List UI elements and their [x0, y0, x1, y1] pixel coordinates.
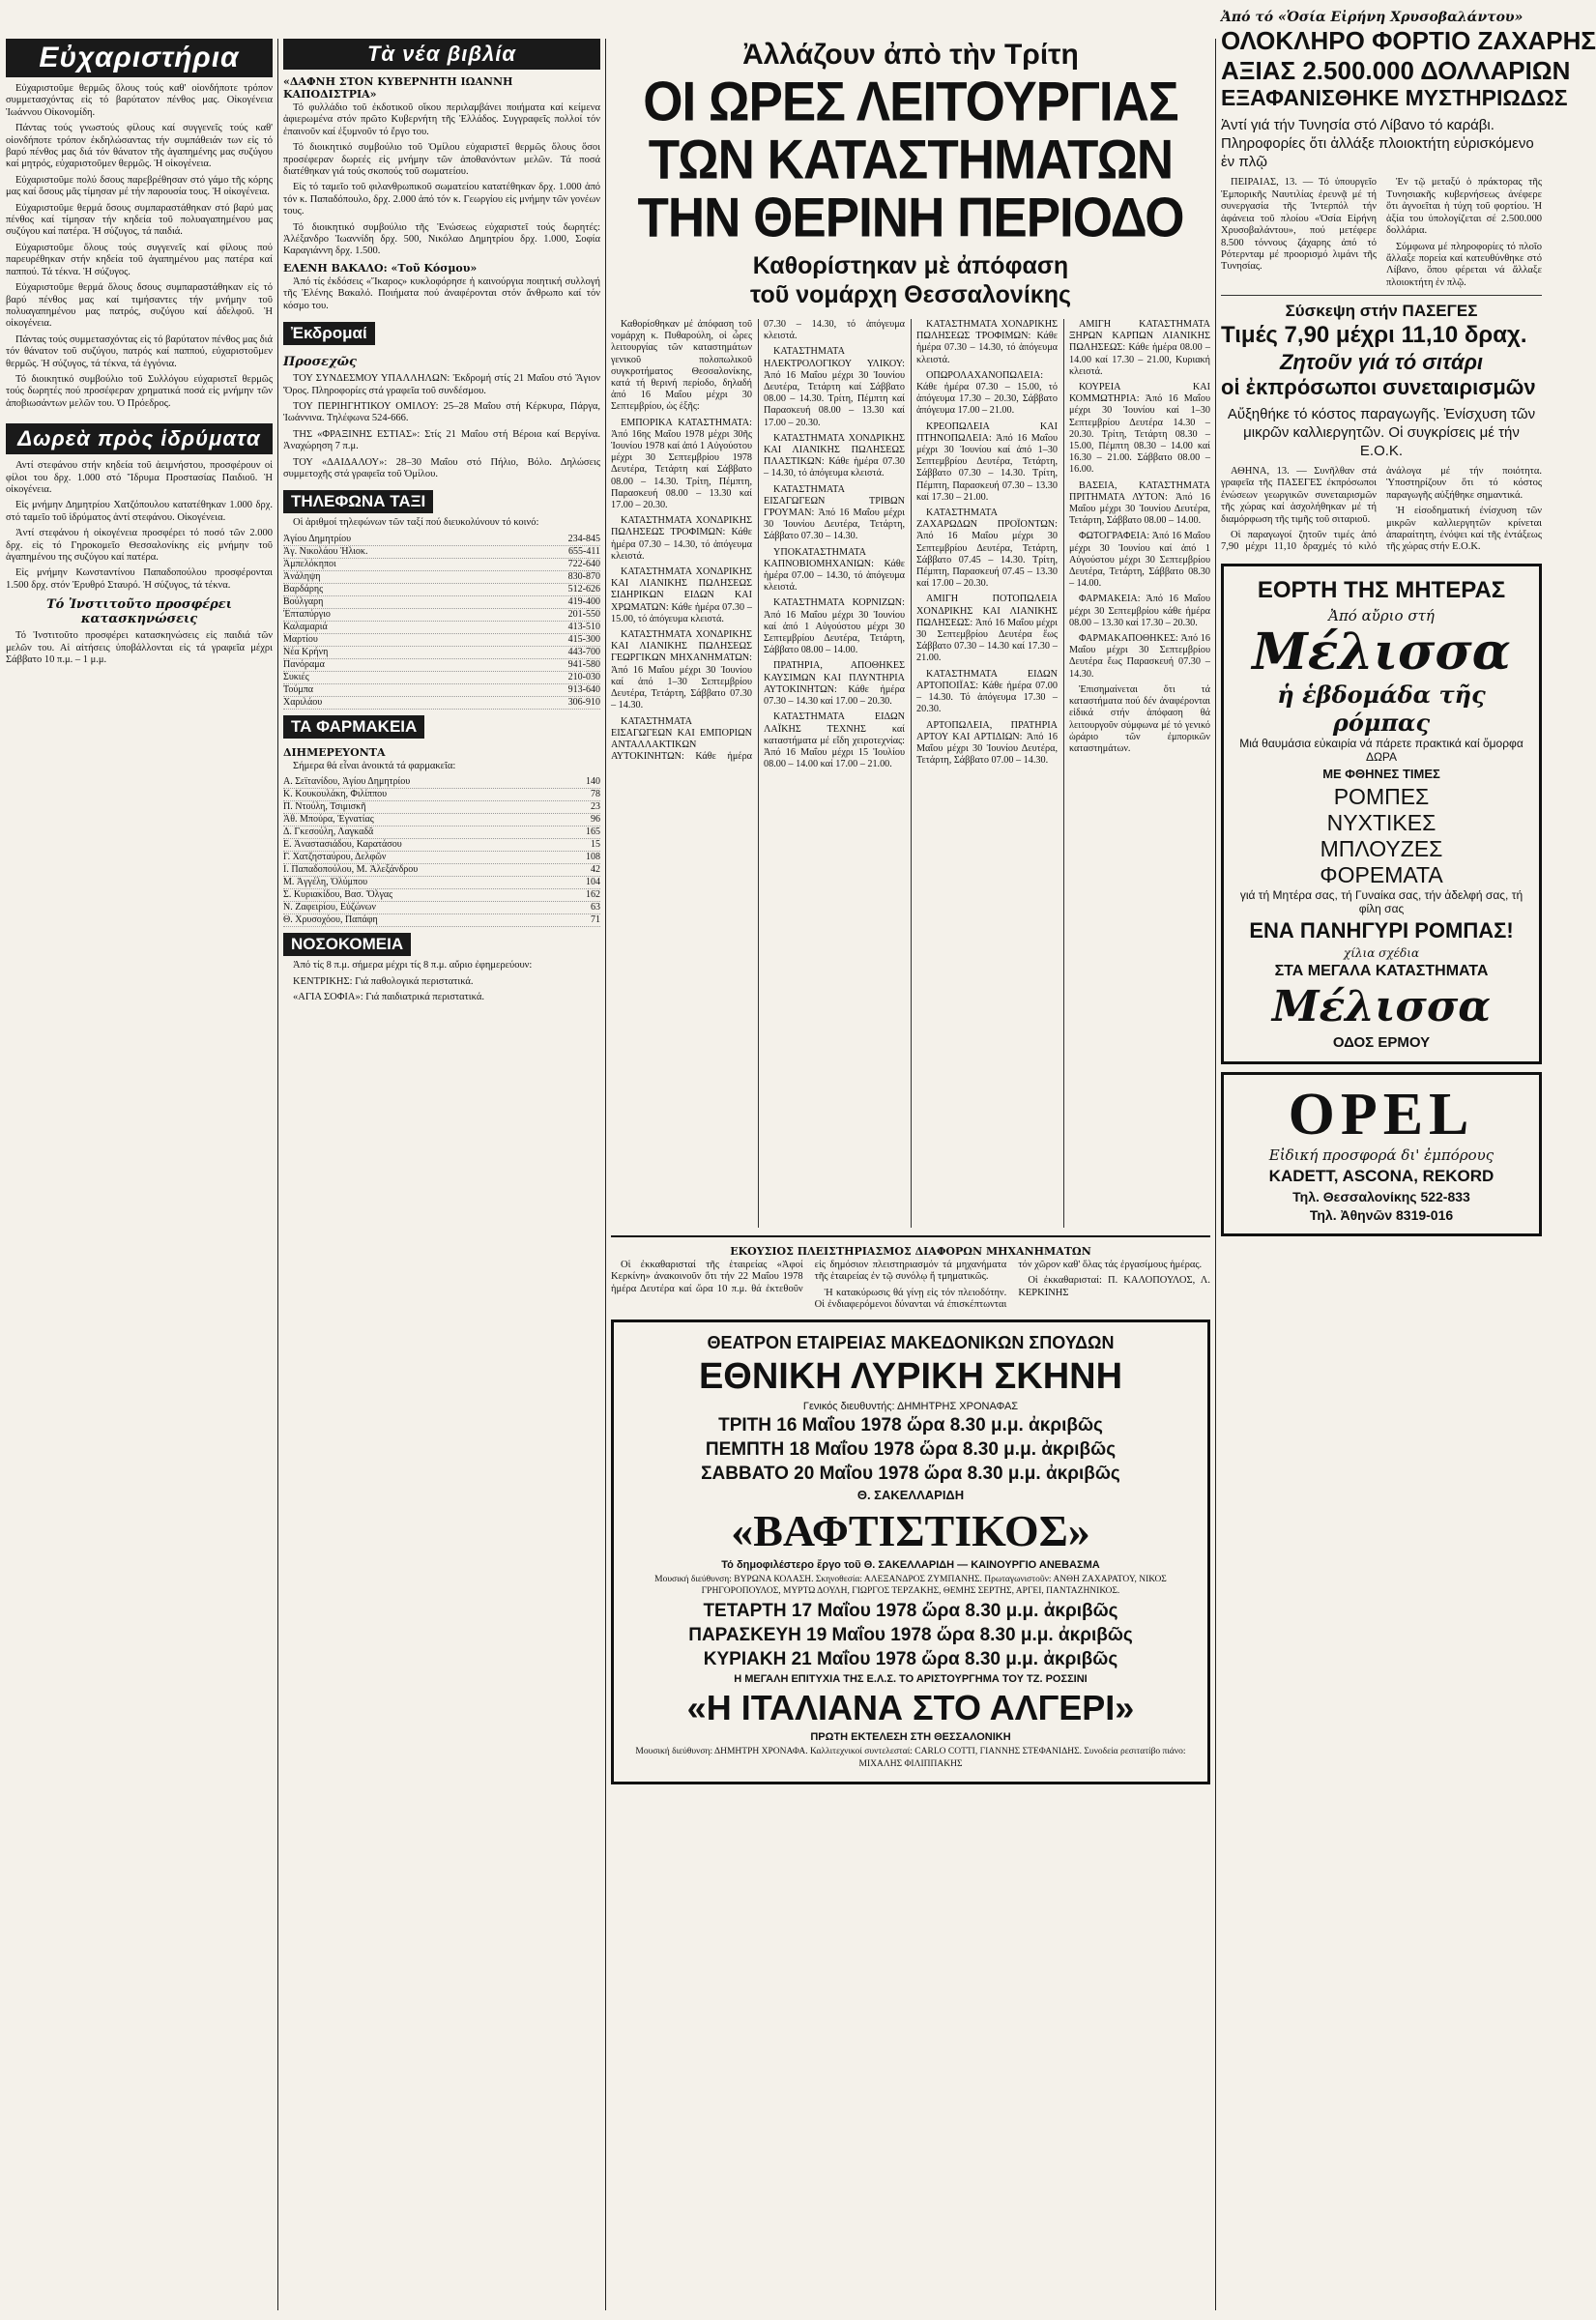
ad-week: ἡ ἑβδομάδα τῆς ρόμπας [1277, 680, 1486, 737]
pharmacy-number: 162 [586, 889, 600, 901]
taxi-intro: Οἱ ἀριθμοί τηλεφώνων τῶν ταξί πού διευκολύνουν τό κοινό: [293, 517, 539, 529]
main-article-paragraph: ΕΜΠΟΡΙΚΑ ΚΑΤΑΣΤΗΜΑΤΑ: Ἀπό 16ης Μαΐου 1978 μέχρι 30ῆς Ἰουνίου 1978 καί ἀπό 1 Αὐγούστου μέχρι 30 Σεπτεμβρίου 1978 Δευτέρα, Τετάρτη καί Σάββατο 08.00 – 14.30. Τρίτη, Πέμπτη, Παρασκευή 08.00 – 13.30 καί 17.00 – 20.30. [611, 417, 755, 511]
show-date: ΣΑΒΒΑΤΟ 20 Μαΐου 1978 ὥρα 8.30 μ.μ. ἀκριβῶς [701, 1463, 1120, 1484]
book-title: «ΔΑΦΝΗ ΣΤΟΝ ΚΥΒΕΡΝΗΤΗ ΙΩΑΝΝΗ ΚΑΠΟΔΙΣΤΡΙΑ» [283, 75, 513, 101]
opel-text: Εἰδική προσφορά δι' ἐμπόρους [1268, 1146, 1494, 1164]
paragraph: Εὐχαριστοῦμε πολύ δσους παρεβρέθησαν στό γάμο τῆς κόρης μας καί ὅσους μᾶς τίμησαν μέ τήν παρουσία τους. Ἡ οἰκογένεια. [6, 174, 276, 198]
pharmacy-number: 71 [591, 914, 600, 926]
taxi-station-name: Πανόραμα [283, 658, 325, 670]
paragraph: Ἡ κατακύρωσις θά γίνῃ εἰς τόν πλειοδότην. Οἱ ἐνδιαφερόμενοι δύνανται νά ἐπισκέπτωνται τόν χῶρον καθ' ὅλας τάς ἐργασίμους ἡμέρας. [814, 1260, 1203, 1311]
taxi-phone-row [283, 684, 600, 697]
taxi-station-name: Χαριλάου [283, 696, 323, 708]
theatre-director: Γενικός διευθυντής: ΔΗΜΗΤΡΗΣ ΧΡΟΝΑΦΑΣ [802, 1400, 1019, 1412]
pharmacy-number: 165 [586, 826, 600, 838]
main-article-paragraph: ΑΡΤΟΠΩΛΕΙΑ, ΠΡΑΤΗΡΙΑ ΑΡΤΟΥ ΚΑΙ ΑΡΤΙΔΙΩΝ: Ἀπό 16 Μαΐου μέχρι 30 Ἰουνίου Δευτέρα, Τετάρτη, Σάββατο 07.00 – 14.30. [916, 719, 1060, 767]
auction-article [611, 1260, 1213, 1312]
taxi-station-name: Καλαμαριά [283, 621, 328, 632]
paragraph: Τό Ἰνστιτοῦτο προσφέρει κατασκηνώσεις εἰς παιδιά τῶν μελῶν του. Αἱ αἰτήσεις ὑποβάλλονται εἰς τά γραφεῖα μέχρι Σάββατο 10 π.μ. – 1 μ.μ. [6, 630, 276, 666]
pharmacy-name: Ν. Ζαφειρίου, Εὐζώνων [283, 902, 376, 914]
paragraph: Εἰς μνήμην Κωνσταντίνου Παπαδοπούλου προσφέρονται 1.500 δρχ. στόν Ἐρυθρό Σταυρό. Ἡ σύζυγος, τά τέκνα. [6, 567, 276, 591]
main-article-paragraph: ΚΑΤΑΣΤΗΜΑΤΑ ΧΟΝΔΡΙΚΗΣ ΚΑΙ ΛΙΑΝΙΚΗΣ ΠΩΛΗΣΕΩΣ ΠΛΑΣΤΙΚΩΝ: Κάθε ἡμέρα 07.30 – 14.30, τό ἀπόγευμα κλειστά. [764, 432, 908, 479]
pharmacy-number: 108 [586, 852, 600, 863]
pharmacy-number: 104 [586, 877, 600, 888]
pharmacy-row [283, 889, 600, 902]
opera2-title: «Η ΙΤΑΛΙΑΝΑ ΣΤΟ ΑΛΓΕΡΙ» [686, 1688, 1135, 1728]
pharmacy-row [283, 826, 600, 839]
paragraph: Ἀπό τίς ἐκδόσεις «Ἴκαρος» κυκλοφόρησε ἡ καινούργια ποιητική συλλογή τῆς Ἑλένης Βακαλό. Ποιήματα πού ἀναφέρονται στόν ἄνθρωπο καί τόν κόσμο του. [283, 276, 603, 311]
main-article-paragraph: Καθορίσθηκαν μέ ἀπόφαση τοῦ νομάρχη κ. Πυθαρούλη, οἱ ὧρες λειτουργίας τῶν καταστημάτων γενικοῦ πολοπωλικοῦ συγκροτήματος Θεσσαλονίκης, κατά τή θερινή περίοδο, δηλαδή ἀπό 16 Μαΐου μέχρι 30 Σεπτεμβρίου, ὡς ἑξῆς: [611, 319, 755, 413]
hospitals-header: ΝΟΣΟΚΟΜΕΙΑ [283, 933, 411, 956]
pharmacy-number: 15 [591, 839, 600, 851]
main-article-paragraph: ΚΡΕΟΠΩΛΕΙΑ ΚΑΙ ΠΤΗΝΟΠΩΛΕΙΑ: Ἀπό 16 Μαΐου μέχρι 30 Ἰουνίου καί ἀπό 1–30 Σεπτεμβρίου Δευτέρα, Τετάρτη, Σάββατο 07.30 – 14.30. Τρίτη, Πέμπτη, Παρασκευή 07.30 – 13.30 καί 17.30 – 21.00. [916, 420, 1060, 503]
taxi-station-name: Βούλγαρη [283, 595, 324, 607]
opera2-credits: Μουσική διεύθυνση: ΔΗΜΗΤΡΗ ΧΡΟΝΑΦΑ. Καλλιτεχνικοί συντελεσταί: CARLO COTTI, ΓΙΑΝΝΗΣ ΣΤΕΦΑΝΙΔΗΣ. Συνοδεία ρεσιτατίβο πιάνο: ΜΙΧΑΛΗΣ ΦΙΛΙΠΠΑΚΗΣ [635, 1747, 1188, 1769]
ad-item: ΡΟΜΠΕΣ [1333, 783, 1430, 809]
ad-text: Μιά θαυμάσια εὐκαιρία νά πάρετε πρακτικά καί ὄμορφα ΔΩΡΑ [1239, 736, 1523, 764]
ad-small: χίλια σχέδια [1343, 945, 1420, 960]
pharmacy-name: Π. Ντούλη, Τσιμισκῆ [283, 801, 366, 813]
paragraph: Πάντας τούς γνωστούς φίλους καί συγγενεῖς τούς καθ' οἱονδήποτε τρόπον ἐκδηλώσαντας τήν συμπάθειάν των εἰς τό βαρύ πένθος μας διά τόν θάνατον τῆς ἀγαπημένης μας συζύγου καί μητρός, εὐχαριστοῦμεν θερμῶς. Ἡ οἰκογένεια. [6, 123, 276, 170]
wheat-sub: Αὔξηθήκε τό κόστος παραγωγῆς. Ἐνίσχυση τῶν μικρῶν καλλιεργητῶν. Οἱ συγκρίσεις μέ τήν Ε.Ο.Κ. [1227, 405, 1536, 459]
taxi-phone-row [283, 647, 600, 659]
taxi-phone-row [283, 609, 600, 622]
main-article-paragraph: ΚΑΤΑΣΤΗΜΑΤΑ ΕΙΔΩΝ ΛΑΪΚΗΣ ΤΕΧΝΗΣ καί καταστήματα μέ εἴδη χειροτεχνίας: Ἀπό 16 Μαΐου μέχρι 15 Ἰουλίου 08.00 – 14.00 καί 17.00 – 21.00. [764, 711, 908, 770]
main-article-paragraph: Ἐπισημαίνεται ὅτι τά καταστήματα πού δέν ἀναφέρονται εἰδικά στήν ἀπόφαση θά λειτουργοῦν σύμφωνα μέ τό γενικό ὡράριο τῶν ἐμπορικῶν καταστημάτων. [1069, 683, 1213, 754]
main-article-paragraph: ΦΩΤΟΓΡΑΦΕΙΑ: Ἀπό 16 Μαΐου μέχρι 30 Ἰουνίου καί ἀπό 1 Αὐγούστου μέχρι 30 Σεπτεμβρίου Δευτέρα, Τετάρτη, Σάββατο 08.30 – 14.00. [1069, 531, 1213, 590]
taxi-phone-number: 941-580 [567, 658, 600, 670]
paragraph: Εὐχαριστοῦμε θερμά ὅσους συμπαραστάθηκαν στό βαρύ μας πένθος καί τίμησαν τήν κηδεία τοῦ πολυαγαπημένου μας συζύγου καί πατέρα. Ἡ σύζυγος, τά παιδιά. [6, 202, 276, 238]
paragraph: Τό διοικητικό συμβούλιο τῆς Ἑνώσεως εὐχαριστεῖ τούς δωρητές: Ἀλέξανδρο Ἰωαννίδη δρχ. 500, Νικόλαο Δημητρίου δρχ. 1.000, Σοφία Καραγιάννη δρχ. 1.500. [283, 221, 603, 257]
taxi-phone-number: 913-640 [567, 683, 600, 695]
main-article-paragraph: ΑΜΙΓΗ ΚΑΤΑΣΤΗΜΑΤΑ ΞΗΡΩΝ ΚΑΡΠΩΝ ΛΙΑΝΙΚΗΣ ΠΩΛΗΣΕΩΣ: Κάθε ἡμέρα 08.00 – 14.00 καί 17.30 – 21.00, Κυριακή κλειστά. [1069, 319, 1213, 377]
paragraph: Αντί στεφάνου στήν κηδεία τοῦ ἀειμνήστου, προσφέρουν οἱ φίλοι του δρχ. 1.000 στό Ἵδρυμα Προστασίας Παιδιοῦ. Ἡ οἰκογένεια. [6, 460, 276, 495]
divider [611, 1235, 1210, 1237]
pharmacy-list [283, 776, 600, 927]
opel-ad [1221, 1072, 1542, 1236]
column-thanks [6, 39, 276, 2312]
taxi-phone-number: 306-910 [567, 696, 600, 708]
main-article-paragraph: ΚΑΤΑΣΤΗΜΑΤΑ ΗΛΕΚΤΡΟΛΟΓΙΚΟΥ ΥΛΙΚΟΥ: Ἀπό 16 Μαΐου μέχρι 30 Ἰουνίου Δευτέρα, Τετάρτη καί Σάββατο 08.00 – 14.30. Τρίτη, Πέμπτη καί Παρασκευή 08.00 – 13.30 καί 17.00 – 20.30. [764, 346, 908, 428]
column-rule [277, 39, 278, 2310]
paragraph: Πάντας τούς συμμετασχόντας εἰς τό βαρύτατον πένθος μας διά τόν θάνατον τοῦ συζύγου, πατρός καί παππού, εὐχαριστοῦμεν θερμῶς. Ἡ σύζυγος, τά τέκνα, τά ἐγγόνια. [6, 334, 276, 369]
thanks-banner: Εὐχαριστήρια [6, 39, 273, 77]
book-title: ΕΛΕΝΗ ΒΑΚΑΛΟ: «Τοῦ Κόσμου» [283, 261, 478, 275]
taxi-phone-row [283, 546, 600, 559]
pharmacy-row [283, 852, 600, 864]
taxi-station-name: Ἀμπελόκηποι [283, 558, 336, 569]
pharmacy-number: 78 [591, 789, 600, 800]
paragraph: Ἀπό τίς 8 π.μ. σήμερα μέχρι τίς 8 π.μ. αὔριο ἐφημερεύουν: [293, 960, 533, 972]
taxi-phone-number: 655-411 [568, 545, 600, 557]
melissa-ad [1221, 564, 1542, 1064]
main-subhead [611, 251, 1210, 309]
pharmacy-row [283, 776, 600, 789]
taxi-phone-row [283, 584, 600, 596]
main-article-paragraph: ΚΑΤΑΣΤΗΜΑΤΑ ΧΟΝΔΡΙΚΗΣ ΚΑΙ ΛΙΑΝΙΚΗΣ ΠΩΛΗΣΕΩΣ ΓΕΩΡΓΙΚΩΝ ΜΗΧΑΝΗΜΑΤΩΝ: Ἀπό 16 Μαΐου μέχρι 30 Ἰουνίου καί ἀπό 1–30 Σεπτεμβρίου Δευτέρα, Τετάρτη, Σάββατο 07.30 – 14.30. [611, 629, 755, 711]
main-article-paragraph: ΚΑΤΑΣΤΗΜΑΤΑ ΧΟΝΔΡΙΚΗΣ ΠΩΛΗΣΕΩΣ ΤΡΟΦΙΜΩΝ: Κάθε ἡμέρα 07.30 – 14.30, τό ἀπόγευμα κλειστά. [916, 319, 1060, 365]
paragraph: Εἰς τό ταμεῖο τοῦ φιλανθρωπικοῦ σωματείου κατατέθηκαν δρχ. 1.000 ἀπό τόν κ. Παπαδόπουλο, δρχ. 2.000 ἀπό τόν κ. Γεωργίου εἰς μνήμην τῶν γονέων τους. [283, 182, 603, 218]
opel-phone: Τηλ. Θεσσαλονίκης 522-833 [1292, 1188, 1470, 1204]
ad-from: Ἀπό αὔριο στή [1328, 606, 1435, 624]
show-date: ΤΕΤΑΡΤΗ 17 Μαΐου 1978 ὥρα 8.30 μ.μ. ἀκριβῶς [703, 1601, 1118, 1622]
ad-stores: ΣΤΑ ΜΕΓΑΛΑ ΚΑΤΑΣΤΗΜΑΤΑ [1274, 962, 1489, 979]
taxi-station-name: Ἀνάληψη [283, 570, 321, 582]
pharmacies-intro: Σήμερα θά εἶναι ἀνοικτά τά φαρμακεῖα: [293, 760, 456, 771]
ad-big: ΕΝΑ ΠΑΝΗΓΥΡΙ ΡΟΜΠΑΣ! [1249, 917, 1514, 942]
paragraph: Εὐχαριστοῦμε θερμά ὅλους δσους συμπαραστάθηκαν εἰς τό βαρύ πένθος μας καί τιμήσαντες τήν μνήμην τοῦ πολυαγαπημένου μας πατρός, συζύγου καί ἀδελφοῦ. Ἡ οἰκογένεια. [6, 282, 276, 330]
main-article-paragraph: ΟΠΩΡΟΛΑΧΑΝΟΠΩΛΕΙΑ: Κάθε ἡμέρα 07.30 – 15.00, τό ἀπόγευμα 17.30 – 20.30, Σάββατο ἀπόγευμα 17.00 – 21.00. [916, 369, 1060, 417]
paragraph: ΤΟΥ ΣΥΝΔΕΣΜΟΥ ΥΠΑΛΛΗΛΩΝ: Ἐκδρομή στίς 21 Μαΐου στό Ἅγιον Ὄρος. Πληροφορίες στά γραφεῖα τοῦ συνδέσμου. [283, 373, 603, 396]
main-article-paragraph: ΚΑΤΑΣΤΗΜΑΤΑ ΕΙΔΩΝ ΑΡΤΟΠΟΙΪΑΣ: Κάθε ἡμέρα 07.00 – 14.30. Τό ἀπόγευμα 17.30 – 20.30. [916, 668, 1060, 715]
main-article-paragraph: ΚΟΥΡΕΙΑ ΚΑΙ ΚΟΜΜΩΤΗΡΙΑ: Ἀπό 16 Μαΐου μέχρι 30 Ἰουνίου καί 1–30 Σεπτεμβρίου Δευτέρα 14.30 – 20.30. Τρίτη, Τετάρτη 08.30 – 15.00, Πέμπτη 08.30 – 14.00 καί 16.30 – 21.00. Σάββατο 08.00 – 16.00. [1069, 382, 1213, 476]
paragraph: Ἀντί στεφάνου ἡ οἰκογένεια προσφέρει τό ποσό τῶν 2.000 δρχ. εἰς τό Γηροκομεῖο Θεσσαλονίκης εἰς μνήμην τοῦ ἀγαπημένου της συζύγου καί πατέρα. [6, 528, 276, 563]
taxi-phone-row [283, 571, 600, 584]
main-subhead-line1: Καθορίστηκαν μὲ ἀπόφαση [752, 252, 1069, 279]
ad-item: ΝΥΧΤΙΚΕΣ [1326, 809, 1436, 835]
taxi-station-name: Μαρτίου [283, 633, 318, 645]
taxi-phone-row [283, 622, 600, 634]
pharmacy-row [283, 902, 600, 914]
pharmacy-number: 23 [591, 801, 600, 813]
opel-models: KADETT, ASCONA, REKORD [1268, 1166, 1494, 1185]
show-date: ΚΥΡΙΑΚΗ 21 Μαΐου 1978 ὥρα 8.30 μ.μ. ἀκριβῶς [703, 1649, 1118, 1670]
main-article-paragraph: ΦΑΡΜΑΚΕΙΑ: Ἀπό 16 Μαΐου μέχρι 30 Σεπτεμβρίου κάθε ἡμέρα 08.00 – 13.30 καί 17.30 – 20.30. [1069, 594, 1213, 628]
opera-sub: Τό δημοφιλέστερο ἔργο τοῦ Θ. ΣΑΚΕΛΛΑΡΙΔΗ — ΚΑΙΝΟΥΡΓΙΟ ΑΝΕΒΑΣΜΑ [721, 1558, 1100, 1571]
taxi-station-name: Συκιές [283, 671, 309, 682]
pharmacy-number: 42 [591, 864, 600, 876]
pharmacy-name: Μ. Ἀγγέλη, Ὀλύμπου [283, 877, 368, 888]
main-article-paragraph: ΚΑΤΑΣΤΗΜΑΤΑ ΚΟΡΝΙΖΩΝ: Ἀπό 16 Μαΐου μέχρι 30 Ἰουνίου καί ἀπό 1 Αὐγούστου μέχρι 30 Σεπτεμβρίου Δευτέρα, Τετάρτη, Σάββατο 08.00 – 14.00. [764, 597, 908, 656]
excursions-sub: Προσεχῶς [283, 355, 357, 370]
pharmacies-subhead: ΔΙΗΜΕΡΕΥΟΝΤΑ [283, 745, 386, 759]
taxi-phone-number: 443-700 [567, 646, 600, 657]
taxi-station-name: Τούμπα [283, 683, 314, 695]
paragraph: Οἱ ἐκκαθαρισταί τῆς ἑταιρείας «Ἀφοί Κερκίνη» ἀνακοινοῦν ὅτι τήν 22 Μαΐου 1978 ἡμέρα Δευτέρα καί ὥρα 10 π.μ. θά ἐκτεθοῦν εἰς δημόσιον πλειστηριασμόν τά μηχανήματα τῆς ἑταιρείας ἐν τῷ συνόλῳ ἤ τμηματικῶς. [611, 1260, 1009, 1294]
paragraph: Οἱ ἐκκαθαρισταί: Π. ΚΑΛΟΠΟΥΛΟΣ, Λ. ΚΕΡΚΙΝΗΣ [1018, 1275, 1213, 1298]
paragraph: Τό διοικητικό συμβούλιο τοῦ Συλλόγου εὐχαριστεῖ θερμῶς τούς δωρητές πού προσέφεραν χρηματικά ποσά εἰς μνήμην τῶν ἀποβιωσάντων μελῶν του. Ὁ Πρόεδρος. [6, 373, 276, 409]
pharmacy-row [283, 801, 600, 814]
main-article-paragraph: ΚΑΤΑΣΤΗΜΑΤΑ ΕΙΣΑΓΩΓΕΩΝ ΤΡΙΒΩΝ ΓΡΟΥΜΑΝ: Ἀπό 16 Μαΐου μέχρι 30 Ἰουνίου Δευτέρα, Τετάρτη, Σάββατο 07.30 – 14.30. [764, 483, 908, 542]
taxi-station-name: Νέα Κρήνη [283, 646, 329, 657]
column-rule [1215, 39, 1216, 2310]
pharmacy-name: Α. Σεϊτανίδου, Ἁγίου Δημητρίου [283, 776, 411, 788]
wheat-head-1: Τιμές 7,90 μέχρι 11,10 δραχ. [1221, 322, 1527, 349]
taxi-phone-row [283, 672, 600, 684]
ad-item: ΜΠΛΟΥΖΕΣ [1320, 835, 1443, 861]
show-date: ΠΑΡΑΣΚΕΥΗ 19 Μαΐου 1978 ὥρα 8.30 μ.μ. ἀκριβῶς [688, 1625, 1133, 1646]
paragraph: Τό φυλλάδιο τοῦ ἐκδοτικοῦ οἴκου περιλαμβάνει ποιήματα καί κείμενα ἀφιερωμένα στόν πρῶτο Κυβερνήτη τῆς Ἑλλάδος. Συγγραφεῖς πολλοί τόν ἐπαινοῦν καί ἐξυμνοῦν τό ἔργο του. [283, 102, 603, 137]
pharmacy-name: Θ. Χρυσοχόου, Παπάφη [283, 914, 378, 926]
sugar-kicker: Ἀπό τό «Ὁσία Εἰρήνη Χρυσοβαλάντου» [1221, 10, 1523, 25]
main-article-paragraph: ΚΑΤΑΣΤΗΜΑΤΑ ΕΙΣΑΓΩΓΕΩΝ ΚΑΙ ΕΜΠΟΡΙΩΝ ΑΝΤΑΛΛΑΚΤΙΚΩΝ ΑΥΤΟΚΙΝΗΤΩΝ: Κάθε ἡμέρα 07.30 – 14.30, τό ἀπόγευμα κλειστά. [611, 319, 908, 763]
main-article-paragraph: ΒΑΣΕΙΑ, ΚΑΤΑΣΤΗΜΑΤΑ ΠΡΙΤΗΜΑΤΑ ΛΥΤΟΝ: Ἀπό 16 Μαΐου μέχρι 30 Ἰουνίου Δευτέρα, Τετάρτη, Σάββατο 08.00 – 14.00. [1069, 479, 1213, 527]
column-books [283, 39, 603, 2312]
pharmacy-name: Ι. Παπαδοπούλου, Μ. Ἀλεξάνδρου [283, 864, 419, 876]
books-banner: Τὰ νέα βιβλία [283, 39, 600, 70]
paragraph: ΤΟΥ «ΔΑΙΔΑΛΟΥ»: 28–30 Μαΐου στό Πήλιο, Βόλο. Δηλώσεις συμμετοχῆς στά γραφεῖα τοῦ Ὁμίλου. [283, 456, 603, 479]
ad-address: ΟΔΟΣ ΕΡΜΟΥ [1332, 1033, 1431, 1051]
pharmacy-name: Δ. Γκεσούλη, Λαγκαδᾶ [283, 826, 374, 838]
taxi-phone-number: 415-300 [567, 633, 600, 645]
paragraph: Οἱ παραγωγοί ζητοῦν τιμές ἀπό 7,90 μέχρι 11,10 δραχμές τό κιλό ἀνάλογα μέ τήν ποιότητα. Ὑποστηρίζουν ὅτι τό κόστος παραγωγῆς αὐξήθηκε σημαντικά. [1221, 465, 1545, 553]
pharmacy-name: Σ. Κυριακίδου, Βασ. Ὄλγας [283, 889, 393, 901]
column-right [1221, 10, 1596, 2312]
theatre-title: ΕΘΝΙΚΗ ΛΥΡΙΚΗ ΣΚΗΝΗ [698, 1355, 1123, 1397]
taxi-phones-header: ΤΗΛΕΦΩΝΑ ΤΑΞΙ [283, 490, 433, 513]
excursions-header: Ἐκδρομαί [283, 322, 375, 345]
column-main [611, 39, 1213, 2312]
pharmacy-row [283, 914, 600, 927]
paragraph: Εὐχαριστοῦμε ὅλους τούς συγγενεῖς καί φίλους πού παρευρέθηκαν στήν κηδεία τοῦ ἀγαπημένου μας πατέρα καί παππού. Τά τέκνα. Ἡ σύζυγος. [6, 242, 276, 277]
taxi-phone-number: 419-400 [567, 595, 600, 607]
taxi-phone-row [283, 697, 600, 710]
opera-title: «ΒΑΦΤΙΣΤΙΚΟΣ» [731, 1505, 1090, 1555]
opera2-sub: ΠΡΩΤΗ ΕΚΤΕΛΕΣΗ ΣΤΗ ΘΕΣΣΑΛΟΝΙΚΗ [810, 1731, 1011, 1744]
paragraph: ΚΕΝΤΡΙΚΗΣ: Γιά παθολογικά περιστατικά. [293, 975, 474, 987]
taxi-phone-row [283, 659, 600, 672]
wheat-head-2: Ζητοῦν γιά τό σιτάρι [1279, 349, 1484, 374]
main-subhead-line2: τοῦ νομάρχη Θεσσαλονίκης [750, 281, 1071, 308]
paragraph: Σύμφωνα μέ πληροφορίες τό πλοῖο ἄλλαξε πορεία καί κατευθύνθηκε στό Λίβανο, ὅπου φέρεται νά ἄλλαξε πλοιοκτήτη ἐν πλῷ. [1386, 241, 1545, 288]
paragraph: Ἡ εἰσοδηματική ἐνίσχυση τῶν μικρῶν καλλιεργητῶν κρίνεται ἀπαραίτητη, ἐνόψει καί τῆς ἐντάξεως τῆς χώρας στήν Ε.Ο.Κ. [1386, 506, 1545, 553]
pharmacy-row [283, 877, 600, 889]
paragraph: ΤΟΥ ΠΕΡΙΗΓΗΤΙΚΟΥ ΟΜΙΛΟΥ: 25–28 Μαΐου στή Κέρκυρα, Πάργα, Ἰωάννινα. Τηλέφωνα 524-666. [283, 400, 603, 424]
sugar-head-1: ΟΛΟΚΛΗΡΟ ΦΟΡΤΙΟ ΖΑΧΑΡΗΣ [1221, 26, 1596, 55]
paragraph: Εἰς μνήμην Δημητρίου Χατζόπουλου κατατέθηκαν 1.000 δρχ. στό ταμεῖο τοῦ ἱδρύματος ἀντί στεφάνου. Οἰκογένεια. [6, 500, 276, 523]
opel-logo: OPEL [1288, 1081, 1475, 1147]
taxi-phone-row [283, 596, 600, 609]
main-headline-line2: ΤΩΝ ΚΑΤΑΣΤΗΜΑΤΩΝ [648, 129, 1174, 191]
main-headline-line1: ΟΙ ΩΡΕΣ ΛΕΙΤΟΥΡΓΙΑΣ [643, 71, 1178, 133]
wheat-head-3: οἱ ἐκπρόσωποι συνεταιρισμῶν [1221, 374, 1536, 399]
pharmacy-row [283, 864, 600, 877]
pharmacies-header: ΤΑ ΦΑΡΜΑΚΕΙΑ [283, 715, 424, 739]
taxi-phone-number: 234-845 [567, 533, 600, 544]
pharmacy-row [283, 839, 600, 852]
paragraph: Τό διοικητικό συμβούλιο τοῦ Ὁμίλου εὐχαριστεῖ θερμῶς ὅλους ὅσοι προσέφεραν δωρεές εἰς μνήμην τῶν ἀποθανόντων μελῶν. Τά ποσά διατέθηκαν γιά τούς σκοπούς τοῦ σωματείου. [283, 142, 603, 178]
main-article-paragraph: ΚΑΤΑΣΤΗΜΑΤΑ ΧΟΝΔΡΙΚΗΣ ΠΩΛΗΣΕΩΣ ΤΡΟΦΙΜΩΝ: Κάθε ἡμέρα 07.30 – 14.30, τό ἀπόγευμα κλειστά. [611, 515, 755, 562]
paragraph: ΠΕΙΡΑΙΑΣ, 13. — Τό ὑπουργεῖο Ἐμπορικῆς Ναυτιλίας ἐρευνᾷ μέ τή συνεργασία τῆς Ἰντερπόλ τήν ἀφάνεια τοῦ πλοίου «Ὁσία Εἰρήνη Χρυσοβαλάντου», πού μετέφερε 8.500 τόννους ζάχαρης ἀπό τό Ρότερνταμ μέ προορισμό λιμάνι τῆς Τυνησίας. [1221, 177, 1379, 273]
main-article-paragraph: ΠΡΑΤΗΡΙΑ, ΑΠΟΘΗΚΕΣ ΚΑΥΣΙΜΩΝ ΚΑΙ ΠΛΥΝΤΗΡΙΑ ΑΥΤΟΚΙΝΗΤΩΝ: Κάθε ἡμέρα 07.30 – 14.30 καί 17.00 – 20.30. [764, 660, 908, 708]
ad-item: ΦΟΡΕΜΑΤΑ [1320, 861, 1443, 887]
pharmacy-name: Γ. Χατζησταύρου, Δελφῶν [283, 852, 387, 863]
pharmacy-row [283, 789, 600, 801]
paragraph: Ἐν τῷ μεταξύ ὁ πράκτορας τῆς Τυνησιακῆς κυβερνήσεως ἀνέφερε ὅτι ἀγνοεῖται ἡ τύχη τοῦ φορτίου. Ἡ ἀξία του ὑπολογίζεται σέ 2.500.000 δολλάρια. [1386, 177, 1545, 237]
taxi-station-name: Βαρδάρης [283, 583, 324, 594]
taxi-phone-number: 413-510 [567, 621, 600, 632]
column-rule [605, 39, 606, 2310]
theatre-ad [611, 1320, 1210, 1785]
taxi-phone-number: 210-030 [567, 671, 600, 682]
donations-banner: Δωρεὰ πρὸς ἱδρύματα [6, 423, 273, 454]
auction-head: ΕΚΟΥΣΙΟΣ ΠΛΕΙΣΤΗΡΙΑΣΜΟΣ ΔΙΑΦΟΡΩΝ ΜΗΧΑΝΗΜΑΤΩΝ [730, 1245, 1091, 1258]
melissa-logo: Μέλισσα [1271, 981, 1492, 1031]
opera-credits: Μουσική διεύθυνση: ΒΥΡΩΝΑ ΚΟΛΑΣΗ. Σκηνοθεσία: ΑΛΕΞΑΝΔΡΟΣ ΖΥΜΠΑΝΗΣ. Πρωταγωνιστοῦν: ΑΝΘΗ ΖΑΧΑΡΑΤΟΥ, ΝΙΚΟΣ ΓΡΗΓΟΡΟΠΟΥΛΟΣ, ΜΥΡΤΩ ΔΟΥΛΗ, ΓΙΩΡΓΟΣ ΤΕΡΖΑΚΗΣ, ΘΕΜΗΣ ΣΕΡΤΗΣ, ΑΡΓΕΙ, ΠΑΝΤΑΖΗΝΙΚΟΣ. [654, 1574, 1170, 1597]
taxi-phone-number: 512-626 [567, 583, 600, 594]
theatre-org: ΘΕΑΤΡΟΝ ΕΤΑΙΡΕΙΑΣ ΜΑΚΕΔΟΝΙΚΩΝ ΣΠΟΥΔΩΝ [707, 1332, 1115, 1352]
main-kicker: Ἀλλάζουν ἀπὸ τὴν Τρίτη [742, 39, 1079, 71]
sugar-head-2: ΑΞΙΑΣ 2.500.000 ΔΟΛΛΑΡΙΩΝ [1221, 55, 1571, 85]
taxi-phone-number: 722-640 [567, 558, 600, 569]
main-article-paragraph: ΥΠΟΚΑΤΑΣΤΗΜΑΤΑ ΚΑΠΝΟΒΙΟΜΗΧΑΝΙΩΝ: Κάθε ἡμέρα 07.00 – 14.30, τό ἀπόγευμα κλειστά. [764, 546, 908, 594]
sugar-head-3: ΕΞΑΦΑΝΙΣΘΗΚΕ ΜΥΣΤΗΡΙΩΔΩΣ [1221, 85, 1568, 111]
sugar-article [1221, 177, 1545, 289]
divider [1221, 295, 1542, 296]
ad-text: γιά τή Μητέρα σας, τή Γυναίκα σας, τήν ἀδελφή σας, τή φίλη σας [1239, 887, 1523, 915]
taxi-station-name: Ἀγίου Δημητρίου [283, 533, 352, 544]
pharmacy-number: 63 [591, 902, 600, 914]
pharmacy-number: 140 [586, 776, 600, 788]
pharmacy-name: Ε. Ἀναστασιάδου, Καρατάσου [283, 839, 402, 851]
pharmacy-number: 96 [591, 814, 600, 826]
ad-text: ΜΕ ΦΘΗΝΕΣ ΤΙΜΕΣ [1322, 766, 1440, 781]
ad-title: ΕΟΡΤΗ ΤΗΣ ΜΗΤΕΡΑΣ [1257, 576, 1506, 603]
paragraph: ΑΘΗΝΑ, 13. — Συνῆλθαν στά γραφεῖα τῆς ΠΑΣΕΓΕΣ ἐκπρόσωποι ἑνώσεων γεωργικῶν συνεταιρισμῶν τῆς χώρας καί ἀσχολήθηκαν μέ τή διαμόρφωση τῆς τιμῆς τοῦ σιταριοῦ. [1221, 465, 1379, 525]
main-article [611, 319, 1213, 1228]
paragraph: ΤΗΣ «ΦΡΑΞΙΝΗΣ ΕΣΤΙΑΣ»: Στίς 21 Μαΐου στή Βέροια καί Βεργίνα. Ἀναχώρηση 7 π.μ. [283, 428, 603, 452]
taxi-phone-row [283, 634, 600, 647]
taxi-station-name: Ἀγ. Νικολάου Ἡλιοκ. [283, 545, 368, 557]
taxi-phone-row [283, 534, 600, 546]
taxi-phone-row [283, 559, 600, 571]
taxi-phone-number: 201-550 [567, 608, 600, 620]
pharmacy-row [283, 814, 600, 826]
composer: Θ. ΣΑΚΕΛΛΑΡΙΔΗ [856, 1487, 965, 1502]
main-headline-line3: ΤΗΝ ΘΕΡΙΝΗ ΠΕΡΙΟΔΟ [637, 187, 1184, 249]
opel-phone: Τηλ. Ἀθηνῶν 8319-016 [1309, 1206, 1454, 1223]
wheat-article [1221, 465, 1545, 556]
institute-subhead: Τό Ἰνστιτοῦτο προσφέρει κατασκηνώσεις [46, 597, 232, 627]
wheat-section: Σύσκεψη στήν ΠΑΣΕΓΕΣ [1285, 302, 1478, 321]
pharmacy-name: Ἀθ. Μπούρα, Ἐγνατίας [283, 814, 374, 826]
paragraph: «ΑΓΙΑ ΣΟΦΙΑ»: Γιά παιδιατρικά περιστατικά. [293, 991, 484, 1002]
paragraph: Εὐχαριστοῦμε θερμῶς ὅλους τούς καθ' οἱονδήποτε τρόπον συμμετασχόντας εἰς τό βαρύτατον πένθος μας. Οἰκογένεια Ἰωάννου Οἰκονομίδη. [6, 83, 276, 118]
main-article-paragraph: ΚΑΤΑΣΤΗΜΑΤΑ ΖΑΧΑΡΩΔΩΝ ΠΡΟΪΟΝΤΩΝ: Ἀπό 16 Μαΐου μέχρι 30 Σεπτεμβρίου Δευτέρα, Τετάρτη, Σάββατο 07.45 – 14.30. Τρίτη, Πέμπτη, Παρασκευή 07.45 – 13.30 καί 17.00 – 20.30. [916, 508, 1060, 590]
show-date: ΠΕΜΠΤΗ 18 Μαΐου 1978 ὥρα 8.30 μ.μ. ἀκριβῶς [705, 1438, 1117, 1460]
pharmacy-name: Κ. Κουκουλάκη, Φιλίππου [283, 789, 388, 800]
taxi-phone-number: 830-870 [567, 570, 600, 582]
show-date: ΤΡΙΤΗ 16 Μαΐου 1978 ὥρα 8.30 μ.μ. ἀκριβῶς [718, 1414, 1103, 1436]
taxi-phone-list [283, 534, 600, 710]
sugar-sub: Ἀντί γιά τήν Τυνησία στό Λίβανο τό καράβι. Πληροφορίες ὅτι ἀλλάξε πλοιοκτήτη εὑρισκόμενο ἐν πλῷ [1221, 117, 1534, 171]
main-article-paragraph: ΚΑΤΑΣΤΗΜΑΤΑ ΧΟΝΔΡΙΚΗΣ ΚΑΙ ΛΙΑΝΙΚΗΣ ΠΩΛΗΣΕΩΣ ΣΙΔΗΡΙΚΩΝ ΕΙΔΩΝ ΚΑΙ ΧΡΩΜΑΤΩΝ: Κάθε ἡμέρα 07.30 – 15.00, τό ἀπόγευμα κλειστά. [611, 566, 755, 624]
melissa-logo: Μέλισσα [1252, 622, 1511, 682]
success-line: Η ΜΕΓΑΛΗ ΕΠΙΤΥΧΙΑ ΤΗΣ Ε.Λ.Σ. ΤΟ ΑΡΙΣΤΟΥΡΓΗΜΑ ΤΟΥ ΤΖ. ΡΟΣΣΙΝΙ [734, 1673, 1088, 1686]
main-article-paragraph: ΑΜΙΓΗ ΠΟΤΟΠΩΛΕΙΑ ΧΟΝΔΡΙΚΗΣ ΚΑΙ ΛΙΑΝΙΚΗΣ ΠΩΛΗΣΕΩΣ: Ἀπό 16 Μαΐου μέχρι 30 Σεπτεμβρίου Δευτέρα ἕως Σάββατο 07.30 – 14.30 καί 17.30 – 21.00. [916, 594, 1060, 664]
main-article-paragraph: ΦΑΡΜΑΚΑΠΟΘΗΚΕΣ: Ἀπό 16 Μαΐου μέχρι 30 Σεπτεμβρίου Δευτέρα ἕως Παρασκευή 07.30 – 14.30. [1069, 633, 1213, 680]
taxi-station-name: Ἐπταπύργιο [283, 608, 331, 620]
